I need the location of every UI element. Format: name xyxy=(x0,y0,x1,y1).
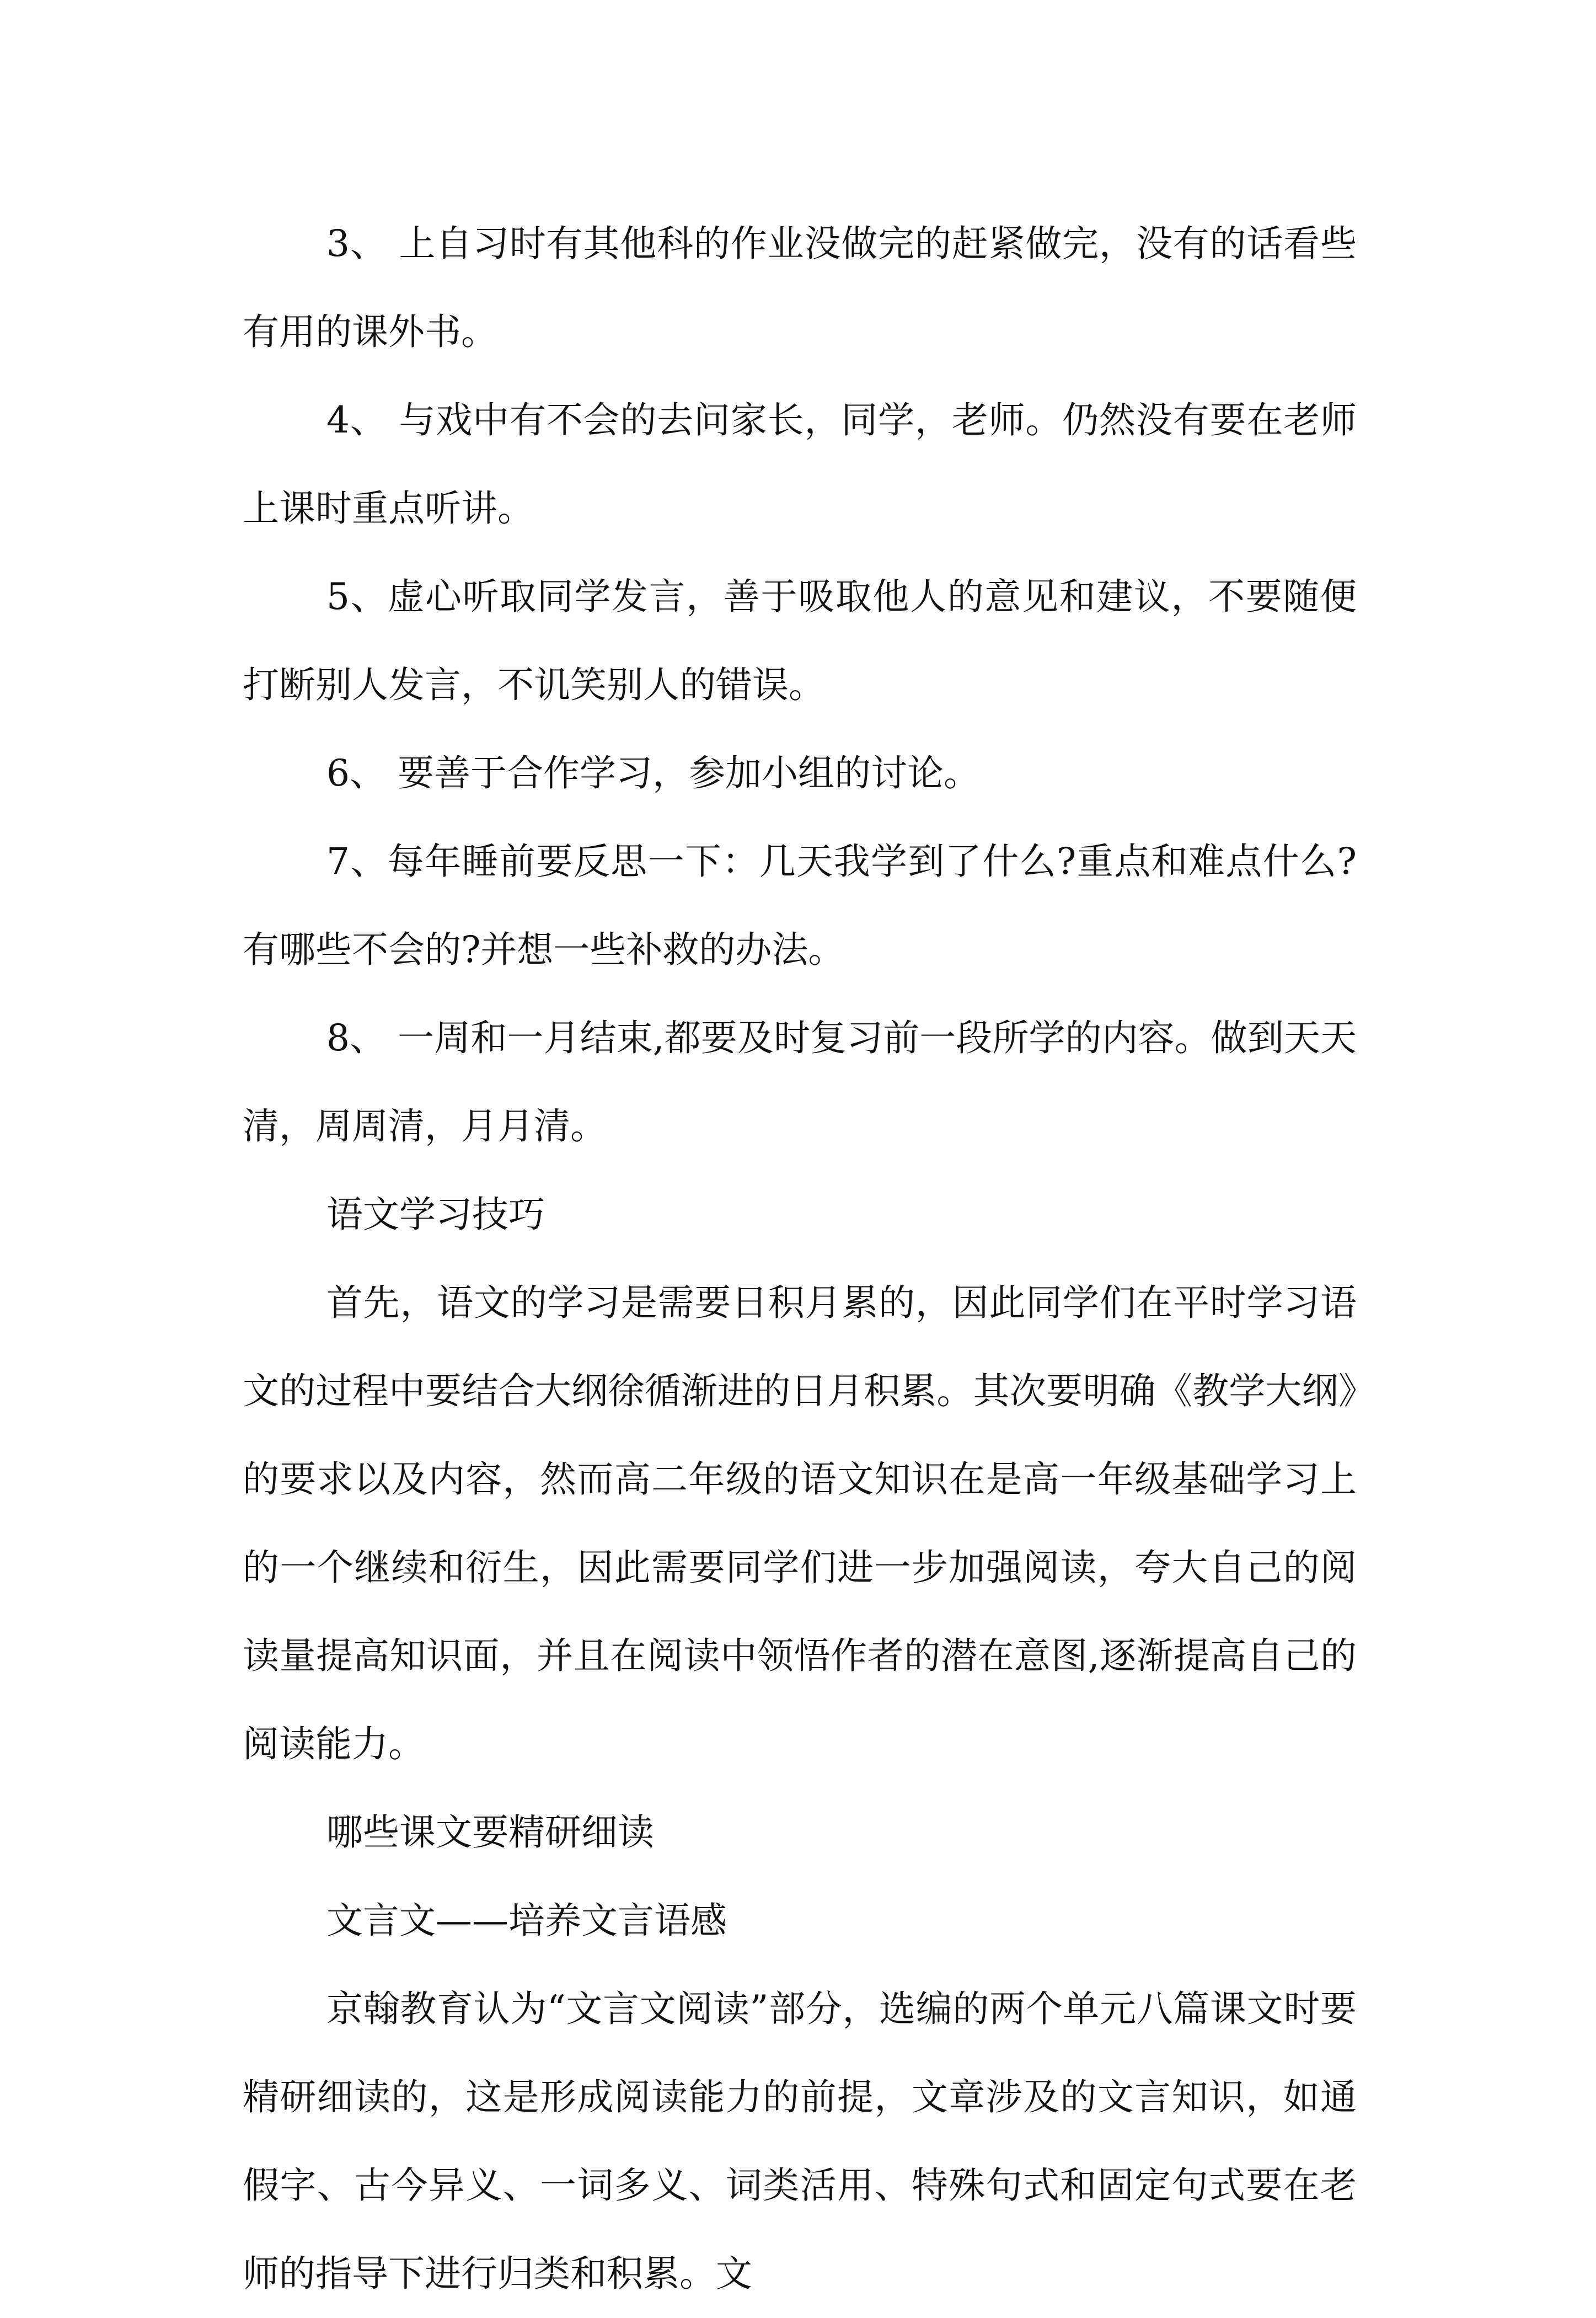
paragraph-item-7: 7、每年睡前要反思一下：几天我学到了什么?重点和难点什么?有哪些不会的?并想一些补救的办法。 xyxy=(243,840,1357,971)
section-heading-close-reading: 哪些课文要精研细读 xyxy=(326,1811,654,1854)
subsection-heading-classical-chinese: 文言文——培养文言语感 xyxy=(326,1899,727,1942)
paragraph-study-tips: 首先，语文的学习是需要日积月累的，因此同学们在平时学习语文的过程中要结合大纲徐循渐进的日月积累。其次要明确《教学大纲》的要求以及内容，然而高二年级的语文知识在是高一年级基础学习上的一个继续和衍生，因此需要同学们进一步加强阅读，夸大自己的阅读量提高知识面，并且在阅读中领悟作者的潜在意图,逐渐提高自己的阅读能力。 xyxy=(243,1281,1357,1765)
document-body xyxy=(243,200,1357,2318)
paragraph-item-4: 4、 与戏中有不会的去问家长，同学，老师。仍然没有要在老师上课时重点听讲。 xyxy=(243,399,1357,530)
section-heading-study-tips: 语文学习技巧 xyxy=(326,1193,545,1236)
paragraph-item-6: 6、 要善于合作学习，参加小组的讨论。 xyxy=(326,752,980,794)
paragraph-item-5: 5、虚心听取同学发言，善于吸取他人的意见和建议，不要随便打断别人发言，不讥笑别人的错误。 xyxy=(243,575,1357,706)
paragraph-item-8: 8、 一周和一月结束,都要及时复习前一段所学的内容。做到天天清，周周清，月月清。 xyxy=(243,1017,1357,1147)
paragraph-item-3: 3、 上自习时有其他科的作业没做完的赶紧做完，没有的话看些有用的课外书。 xyxy=(243,222,1357,353)
paragraph-classical-chinese: 京翰教育认为“文言文阅读”部分，选编的两个单元八篇课文时要精研细读的，这是形成阅读能力的前提，文章涉及的文言知识，如通假字、古今异义、一词多义、词类活用、特殊句式和固定句式要在老师的指导下进行归类和积累。文 xyxy=(243,1988,1357,2295)
